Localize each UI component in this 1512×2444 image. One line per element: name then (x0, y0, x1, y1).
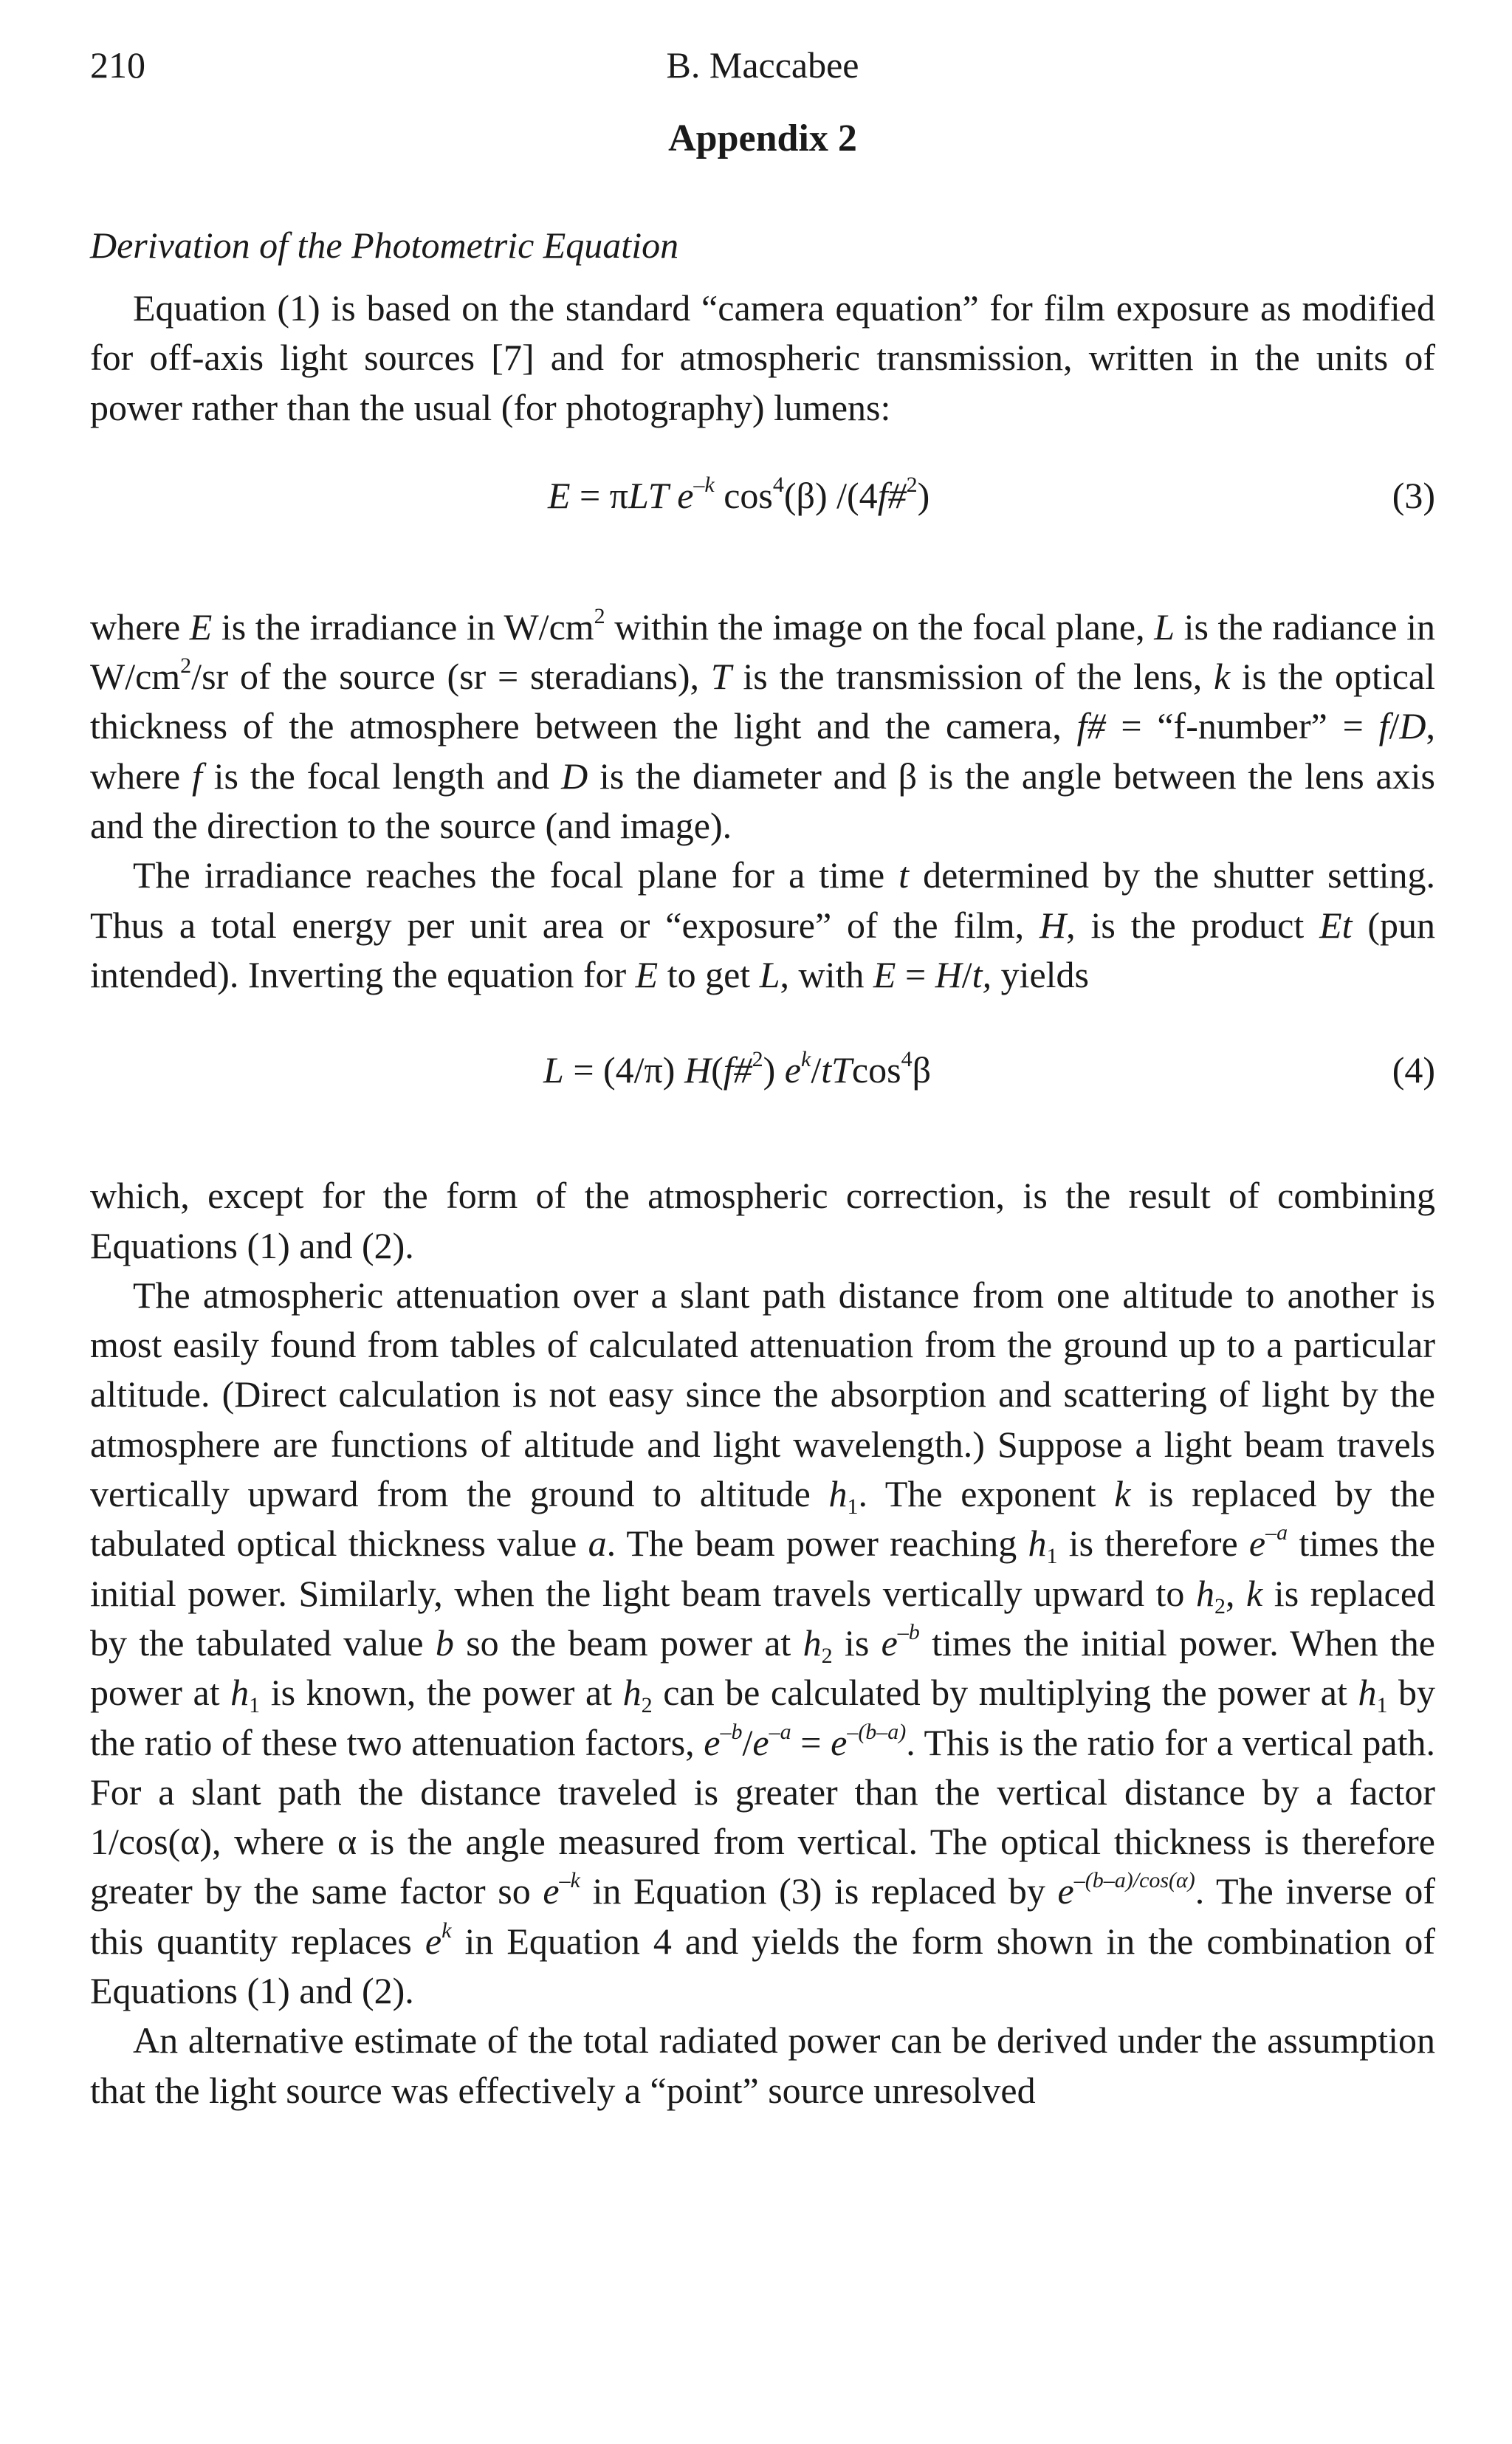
running-head-author: B. Maccabee (666, 44, 859, 86)
equation-4-expression: L = (4/π) H(f#$^2$) $e^k/tTcos^4\beta$ (543, 1047, 932, 1091)
appendix-title: Appendix 2 (668, 117, 857, 159)
equation-3 (90, 433, 1435, 603)
paragraph-atmospheric-attenuation: The atmospheric attenuation over a slant path distance from one altitude to another is most easily found from tables of calculated attenuation from the ground up to a particular altitude. (Direct calculation is not easy since the absorption and scattering of light by the atmosphere are functions of altitude and light wavelength.) Suppose a light beam travels vertically upward from the ground to altitude $h_1$. The exponent k is replaced by the tabulated optical thickness value a. The beam power reaching $h_1$ is therefore $e^{-a}$ times the initial power. Similarly, when the light beam travels vertically upward to $h_2$, k is replaced by the tabulated value b so the beam power at $h_2$ is $e^{-b}$ times the initial power. When the power at $h_1$ is known, the power at $h_2$ can be calculated by multiplying the power at $h_1$ by the ratio of these two attenuation factors, $e^{-b}/e^{-a} = e^{-(b-a)}$. This is the ratio for a vertical path. For a slant path the distance traveled is greater than the vertical distance by a factor 1/cos(α), where α is the angle measured from vertical. The optical thickness is therefore greater by the same factor so $e^{-k}$ in Equation (3) is replaced by $e^{-(b-a)/cos(\alpha)}$. The inverse of this quantity replaces $e^k$ in Equation 4 and yields the form shown in the combination of Equations (1) and (2). (90, 1274, 1436, 2012)
running-head (90, 30, 1435, 100)
equation-4-number: (4) (1392, 1049, 1435, 1091)
paragraph-exposure: The irradiance reaches the focal plane for a time t determined by the shutter setting. Thus a total energy per unit area or “exposure” of the film, H, is the product Et (pun intended). Inverting the equation for E to get L, with E = H/t, yields (90, 854, 1436, 995)
equation-4 (90, 1000, 1435, 1171)
page (90, 30, 1435, 2115)
equation-3-expression: E = πLT $e^{-k}$ $\cos^4(\beta)$ /(4f#$^2$) (548, 472, 930, 516)
paragraph-combining-equations: which, except for the form of the atmospheric correction, is the result of combining Equations (1) and (2). (90, 1175, 1435, 1266)
equation-3-number: (3) (1392, 474, 1435, 516)
paragraph-alternative-estimate: An alternative estimate of the total radiated power can be derived under the assumption that the light source was effectively a “point” source unresolved (90, 2019, 1435, 2111)
paragraph-variable-definitions: where E is the irradiance in $W/cm^2$ within the image on the focal plane, L is the radiance in $W/cm^2/sr$ of the source (sr = steradians), T is the transmission of the lens, k is the optical thickness of the atmosphere between the light and the camera, f# = “f-number” = f/D, where f is the focal length and D is the diameter and β is the angle between the lens axis and the direction to the source (and image). (90, 603, 1435, 847)
paragraph-camera-equation: Equation (1) is based on the standard “camera equation” for film exposure as modified for off-axis light sources [7] and for atmospheric transmission, written in the units of power rather than the usual (for photography) lumens: (90, 287, 1435, 428)
page-number: 210 (90, 44, 145, 86)
section-heading: Derivation of the Photometric Equation (90, 224, 679, 266)
